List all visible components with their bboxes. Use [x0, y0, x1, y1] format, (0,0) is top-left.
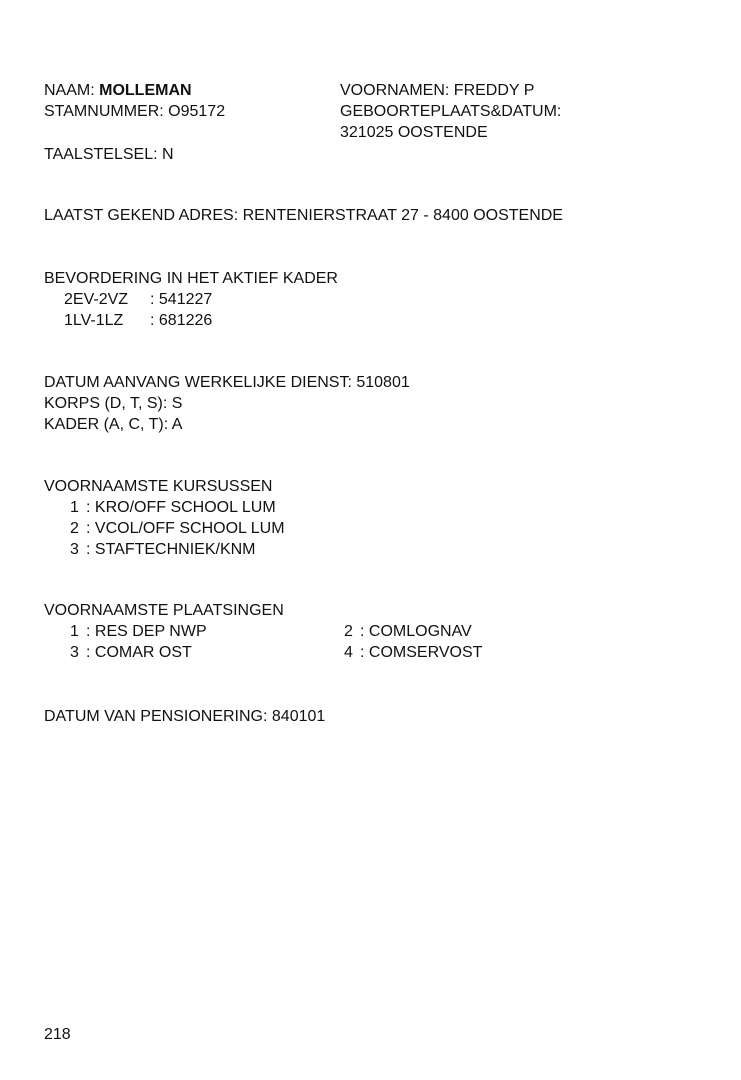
promotion-rank: 1LV-1LZ — [64, 312, 124, 329]
placement-number: 3 — [70, 644, 79, 661]
promotion-row — [44, 310, 338, 331]
korps-label: KORPS (D, T, S): — [44, 395, 168, 412]
firstnames-label: VOORNAMEN: — [340, 82, 450, 99]
list-item — [70, 621, 207, 642]
taalstelsel-label: TAALSTELSEL: — [44, 146, 158, 163]
placement-number: 2 — [344, 623, 353, 640]
promotion-heading: BEVORDERING IN HET AKTIEF KADER — [44, 270, 338, 287]
taalstelsel-value: N — [161, 146, 174, 163]
address-value: RENTENIERSTRAAT 27 - 8400 OOSTENDE — [242, 207, 563, 224]
course-number: 3 — [70, 541, 79, 558]
kader-label: KADER (A, C, T): — [44, 416, 169, 433]
service-start-value: 510801 — [356, 374, 410, 391]
firstnames-line — [340, 80, 561, 101]
name-line — [44, 80, 225, 101]
placement-number: 1 — [70, 623, 79, 640]
stamnummer-line — [44, 101, 225, 122]
service-section — [44, 372, 410, 435]
identity-right — [340, 80, 561, 143]
placement-number: 4 — [344, 644, 353, 661]
promotion-row — [44, 289, 338, 310]
placement-text: : COMAR OST — [86, 644, 192, 661]
list-item — [44, 518, 285, 539]
stamnummer-value: O95172 — [168, 103, 226, 120]
service-start-line — [44, 372, 410, 393]
korps-line — [44, 393, 410, 414]
pension-value: 840101 — [271, 708, 326, 725]
name-label: NAAM: — [44, 82, 95, 99]
page-number: 218 — [44, 1026, 71, 1043]
birth-label: GEBOORTEPLAATS&DATUM: — [340, 103, 562, 120]
taalstelsel-line — [44, 144, 174, 165]
list-item — [44, 497, 285, 518]
firstnames-value: FREDDY P — [453, 82, 535, 99]
promotion-date: : 681226 — [150, 312, 213, 329]
placements-col-right — [344, 621, 482, 663]
stamnummer-label: STAMNUMMER: — [44, 103, 164, 120]
korps-value: S — [171, 395, 183, 412]
promotion-rank: 2EV-2VZ — [64, 291, 129, 308]
promotion-date: : 541227 — [150, 291, 213, 308]
placement-text: : RES DEP NWP — [86, 623, 207, 640]
placements-col-left — [70, 621, 207, 663]
list-item — [344, 621, 482, 642]
courses-heading: VOORNAAMSTE KURSUSSEN — [44, 478, 273, 495]
name-value: MOLLEMAN — [99, 82, 192, 99]
list-item — [70, 642, 207, 663]
course-number: 1 — [70, 499, 79, 516]
pension-label: DATUM VAN PENSIONERING: — [44, 708, 268, 725]
list-item — [44, 539, 285, 560]
birth-value: 321025 OOSTENDE — [340, 124, 488, 141]
placements-heading: VOORNAAMSTE PLAATSINGEN — [44, 602, 284, 619]
course-number: 2 — [70, 520, 79, 537]
list-item — [344, 642, 482, 663]
placement-text: : COMSERVOST — [360, 644, 483, 661]
identity-left — [44, 80, 225, 122]
kader-line — [44, 414, 410, 435]
kader-value: A — [171, 416, 183, 433]
service-start-label: DATUM AANVANG WERKELIJKE DIENST: — [44, 374, 352, 391]
course-text: : STAFTECHNIEK/KNM — [86, 541, 256, 558]
course-text: : VCOL/OFF SCHOOL LUM — [86, 520, 285, 537]
course-text: : KRO/OFF SCHOOL LUM — [86, 499, 276, 516]
courses-section — [44, 476, 285, 560]
pension-line — [44, 706, 325, 727]
placement-text: : COMLOGNAV — [360, 623, 472, 640]
promotion-section — [44, 268, 338, 331]
address-label: LAATST GEKEND ADRES: — [44, 207, 239, 224]
address-line — [44, 205, 563, 226]
